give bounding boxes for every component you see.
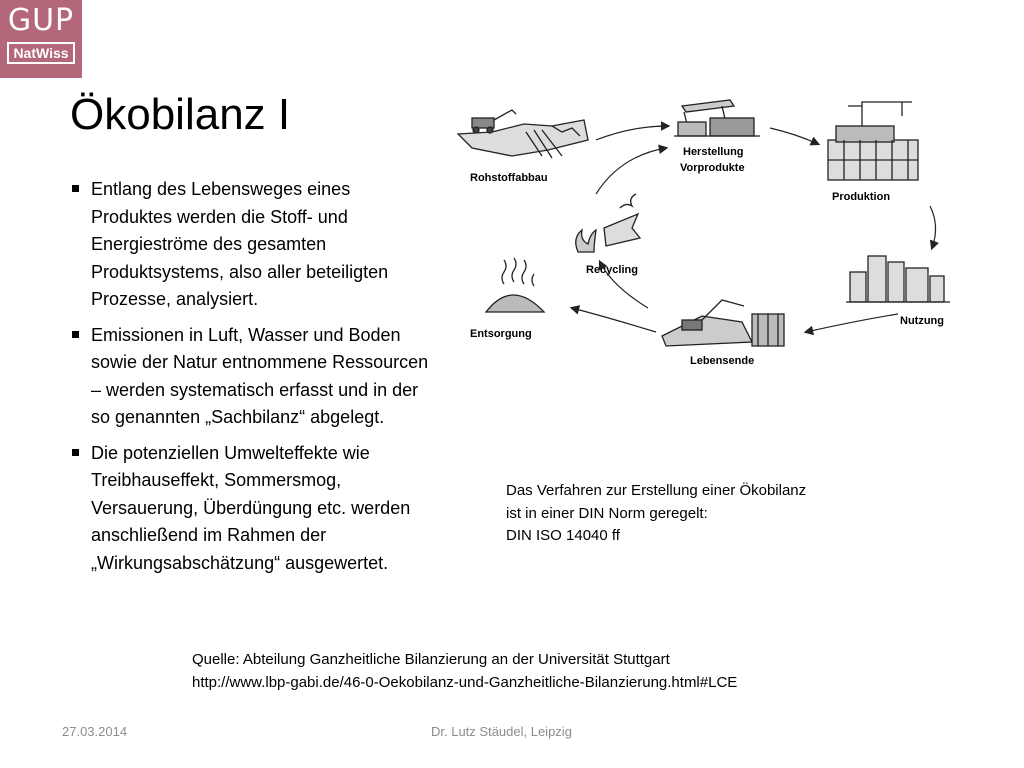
source-line: Quelle: Abteilung Ganzheitliche Bilanzierung an der Universität Stuttgart [192, 651, 670, 668]
bullet-text: Emissionen in Luft, Wasser und Boden sowie der Natur entnommene Ressourcen – werden systematisch erfasst und in der so genannten „Sachbilanz“ abgelegt. [91, 324, 429, 427]
note-line-2: ist in einer DIN Norm geregelt: [506, 504, 708, 522]
label-vorprodukte: Vorprodukte [680, 162, 745, 174]
source-citation [192, 648, 992, 694]
bullet-item [70, 440, 430, 578]
footer-author: Dr. Lutz Stäudel, Leipzig [431, 724, 572, 739]
label-lebensende: Lebensende [690, 355, 755, 367]
waste-heap-icon [486, 258, 544, 312]
label-recycling: Recycling [586, 264, 638, 276]
recycling-fire-icon [576, 194, 640, 252]
din-norm-note [506, 480, 906, 548]
footer-date: 27.03.2014 [62, 724, 128, 739]
label-entsorgung: Entsorgung [470, 328, 532, 340]
note-line-1: Das Verfahren zur Erstellung einer Ökobilanz [506, 482, 807, 499]
bullet-item [70, 176, 430, 314]
bullet-list [70, 176, 430, 585]
slide-title: Ökobilanz I [70, 90, 291, 139]
logo-top-text: GUP [7, 3, 75, 38]
label-herstellung: Herstellung [683, 146, 744, 158]
label-nutzung: Nutzung [900, 315, 944, 327]
mining-icon [458, 110, 588, 158]
square-bullet-icon [72, 331, 79, 338]
bullet-item [70, 322, 430, 432]
bullet-text: Entlang des Lebensweges eines Produktes werden die Stoff- und Energieströme des gesamten Produktsystems, also aller beteiligten Prozesse, analysiert. [91, 179, 389, 309]
bullet-text: Die potenziellen Umwelteffekte wie Treibhauseffekt, Sommersmog, Versauerung, Überdüngung etc. werden anschließend im Rahmen der „Wirkungsabschätzung“ ausgewertet. [91, 442, 411, 573]
square-bullet-icon [72, 185, 79, 192]
city-skyline-icon [846, 256, 950, 302]
note-line-3: DIN ISO 14040 ff [506, 527, 620, 544]
demolition-icon [662, 300, 784, 346]
steel-beams-icon [674, 100, 760, 136]
label-produktion: Produktion [832, 191, 891, 203]
logo-bottom-text: NatWiss [7, 42, 75, 64]
label-rohstoffabbau: Rohstoffabbau [470, 172, 548, 184]
factory-crane-icon [828, 102, 918, 180]
gup-natwiss-logo [0, 0, 82, 78]
source-url-link[interactable]: http://www.lbp-gabi.de/46-0-Oekobilanz-und-Ganzheitliche-Bilanzierung.html#LCE [192, 674, 738, 691]
square-bullet-icon [72, 449, 79, 456]
life-cycle-diagram [452, 96, 964, 382]
